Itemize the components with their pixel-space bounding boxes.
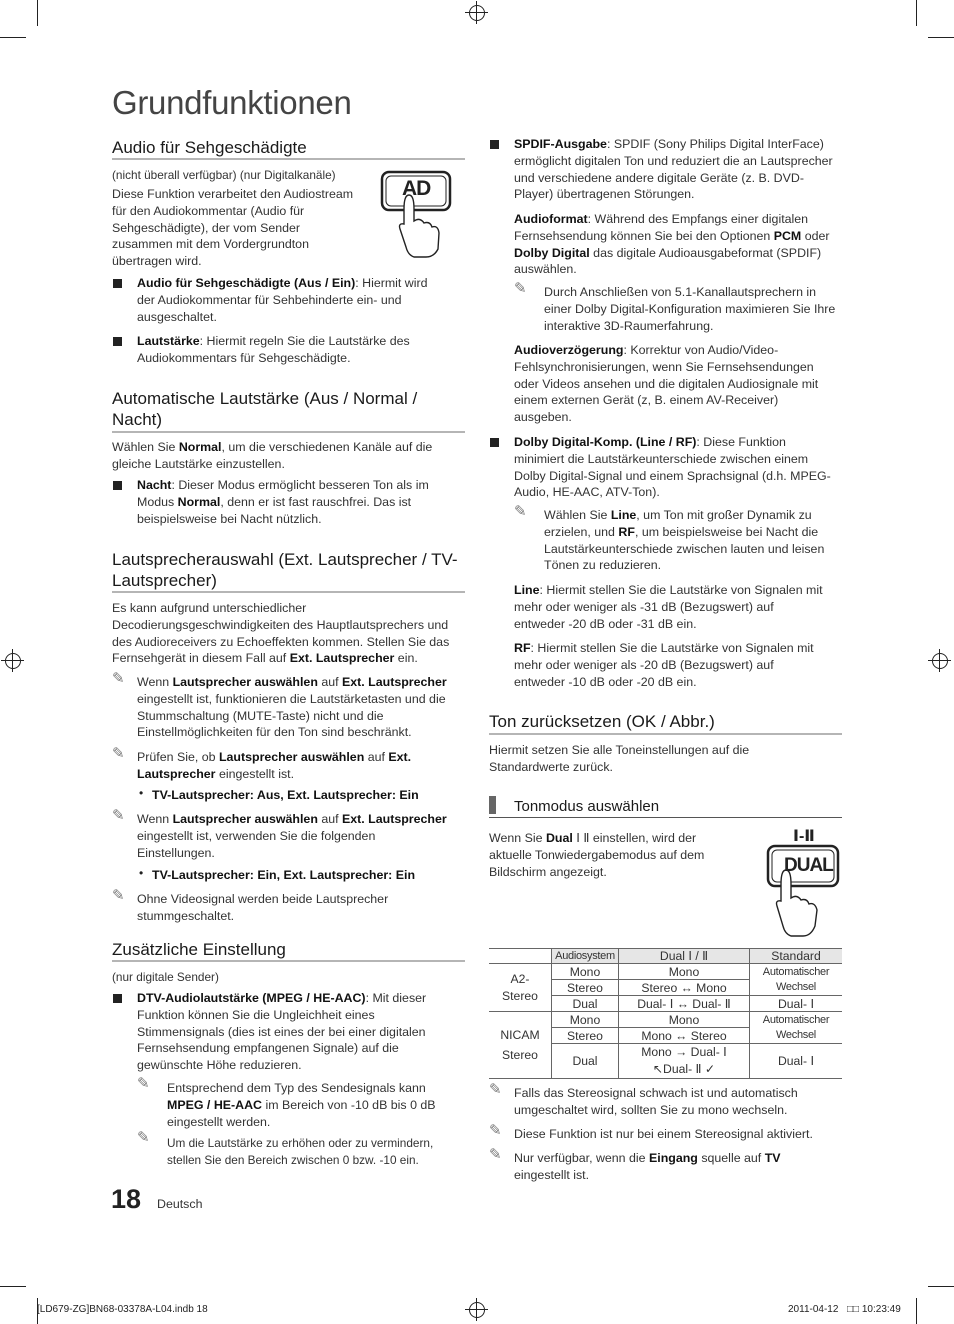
section-heading-reset: Ton zurücksetzen (OK / Abbr.) — [489, 712, 715, 731]
crop-mark — [0, 37, 26, 38]
note-pencil-icon: ✎ — [112, 806, 125, 824]
subsection-marker — [489, 796, 496, 814]
table-cell: Dual — [552, 1044, 619, 1079]
mode-note-3: Nur verfügbar, wenn die Eingang squelle auf TV eingestellt ist. — [514, 1151, 781, 1182]
table-cell: Wechsel — [750, 1028, 843, 1044]
speaker-note-4: Ohne Videosignal werden beide Lautsprecher stummgeschaltet. — [137, 892, 389, 923]
table-header: Audiosystem — [552, 949, 619, 964]
crop-mark — [916, 1298, 917, 1324]
bullet-dolby: Dolby Digital-Komp. (Line / RF): Diese Funktion minimiert die Lautstärkeunterschiede zwischen einem Dolby Digital-Signal und einem Sprachsignal (d.h. MPEG-Audio, HE-AAC, ATV-Ton). — [514, 435, 831, 500]
bullet-dtv-volume: DTV-Audiolautstärke (MPEG / HE-AAC): Mit dieser Funktion können Sie die Ungleichheit eines Stimmensignals (dies ist eines der bei einer digitalen Fernsehsendung empfangenen Signale) auf die gewünschte Höhe reduzieren. — [137, 991, 427, 1073]
crop-mark — [928, 37, 954, 38]
note-pencil-icon: ✎ — [112, 886, 125, 904]
table-cell: Dual- Ⅰ — [750, 996, 843, 1012]
speaker-note-3: Wenn Lautsprecher auswählen auf Ext. Lautsprecher eingestellt ist, verwenden Sie die folgenden Einstellungen. — [137, 812, 447, 860]
note-pencil-icon: ✎ — [489, 1121, 502, 1139]
table-row — [489, 964, 842, 980]
table-header-row — [489, 949, 842, 964]
note-pencil-icon: ✎ — [137, 1074, 150, 1092]
availability-note: (nicht überall verfügbar) (nur Digitalkanäle) — [112, 168, 336, 182]
audio-delay-text: Audioverzögerung: Korrektur von Audio/Video-Fehlsynchronisierungen, wenn Sie Fernsehsendungen oder Videos ansehen und die digitalen Audiosignale mit einem externen Gerät (z, B. einem AV-Receiver) ausgeben. — [514, 343, 819, 425]
table-cell: Wechsel — [750, 980, 843, 996]
table-cell: Mono — [552, 1012, 619, 1028]
bullet-square — [113, 994, 122, 1003]
mode-note-2: Diese Funktion ist nur bei einem Stereosignal aktiviert. — [514, 1127, 813, 1141]
table-cell: Stereo — [552, 1028, 619, 1044]
note-pencil-icon: ✎ — [112, 669, 125, 687]
crop-mark — [0, 1286, 26, 1287]
dual-button-illustration — [765, 826, 841, 938]
section-rule — [112, 591, 465, 593]
dolby-rf-text: RF: Hiermit stellen Sie die Lautstärke von Signalen mit mehr oder weniger als -20 dB (Bezugswert) auf entweder -10 dB oder -20 dB ein. — [514, 641, 814, 689]
section-rule — [112, 431, 465, 433]
page-language: Deutsch — [157, 1197, 203, 1211]
table-cell: Mono — [619, 1012, 750, 1028]
note-pencil-icon: ✎ — [137, 1128, 150, 1146]
speaker-intro: Es kann aufgrund unterschiedlicher Decodierungsgeschwindigkeiten des Hauptlautsprechers und des Audioreceivers zu Echoeffekten kommen. Stellen Sie das Fernsehgerät in diesem Fall auf Ext. Lautsprecher ein. — [112, 601, 450, 666]
table-cell: Stereo ↔ Mono — [619, 980, 750, 996]
ad-button-label: AD — [402, 177, 431, 200]
footer-file-info: [LD679-ZG]BN68-03378A-L04.indb 18 — [37, 1304, 208, 1315]
registration-mark — [5, 653, 21, 669]
section-heading-speaker: Lautsprecherauswahl (Ext. Lautsprecher / TV-Lautsprecher) — [112, 550, 458, 590]
bullet-night: Nacht: Dieser Modus ermöglicht besseren Ton als im Modus Normal, denn er ist fast rauschfrei. Das ist beispielsweise bei Nacht nützlich. — [137, 478, 429, 526]
speaker-note-1: Wenn Lautsprecher auswählen auf Ext. Lautsprecher eingestellt ist, funktionieren die Lautstärketasten und die Stummschaltung (MUTE-Taste) nicht und die Einstellmöglichkeiten für den Ton sind beschränkt. — [137, 675, 447, 740]
page-title: Grundfunktionen — [112, 84, 352, 121]
footer-date: 2011-04-12 — [788, 1304, 839, 1315]
note-pencil-icon: ✎ — [489, 1145, 502, 1163]
page-number: 18 — [111, 1184, 142, 1214]
speaker-note-2: Prüfen Sie, ob Lautsprecher auswählen auf Ext. Lautsprecher eingestellt ist. — [137, 750, 412, 781]
digital-only-note: (nur digitale Sender) — [112, 970, 219, 984]
registration-mark — [469, 1302, 485, 1318]
section-heading-auto-volume: Automatische Lautstärke (Aus / Normal / Nacht) — [112, 389, 418, 429]
auto-volume-intro: Wählen Sie Normal, um die verschiedenen Kanäle auf die gleiche Lautstärke einzustellen. — [112, 440, 433, 471]
table-header: Standard — [750, 949, 843, 964]
bullet-square — [113, 279, 122, 288]
registration-mark — [932, 653, 948, 669]
audio-format-text: Audioformat: Während des Empfangs einer digitalen Fernsehsendung können Sie bei den Optionen PCM oder Dolby Digital das digitale Audioausgabeformat (SPDIF) auswählen. — [514, 212, 830, 277]
section-rule — [112, 960, 465, 962]
bullet-dot: • — [139, 866, 144, 880]
bullet-square — [113, 337, 122, 346]
dual-button-label: DUAL — [784, 855, 833, 876]
table-cell: Dual- Ⅰ — [750, 1044, 843, 1079]
extra-note-2: Um die Lautstärke zu erhöhen oder zu vermindern, stellen Sie den Bereich zwischen 0 bzw. -10 ein. — [167, 1136, 434, 1167]
note-pencil-icon: ✎ — [489, 1080, 502, 1098]
table-cell: Automatischer — [750, 1012, 843, 1028]
table-cell: A2- Stereo — [489, 964, 552, 1012]
audio-format-note: Durch Anschließen von 5.1-Kanallautsprechern in einer Dolby Digital-Konfiguration maximieren Sie Ihre interaktive 3D-Raumerfahrung. — [544, 285, 836, 333]
ad-button-illustration — [378, 169, 454, 259]
registration-mark — [469, 5, 485, 21]
mode-note-1: Falls das Stereosignal schwach ist und automatisch umgeschaltet wird, sollten Sie zu mono wechseln. — [514, 1086, 798, 1117]
table-cell: Mono — [619, 964, 750, 980]
note-pencil-icon: ✎ — [514, 502, 527, 520]
footer-time: □□ 10:23:49 — [847, 1304, 901, 1315]
bullet-dot: • — [139, 786, 144, 800]
note-pencil-icon: ✎ — [112, 744, 125, 762]
dual-button-top-label: Ⅰ-Ⅱ — [793, 828, 815, 845]
bullet-ad-on-off: Audio für Sehgeschädigte (Aus / Ein): Hiermit wird der Audiokommentar für Sehbehinderte ein- und ausgeschaltet. — [137, 276, 428, 324]
sound-mode-table — [489, 948, 842, 1079]
crop-mark — [916, 0, 917, 26]
note-pencil-icon: ✎ — [514, 279, 527, 297]
table-cell: Dual- Ⅰ ↔ Dual- Ⅱ — [619, 996, 750, 1012]
table-cell: Dual — [552, 996, 619, 1012]
mode-intro: Wenn Sie Dual Ⅰ Ⅱ einstellen, wird der aktuelle Tonwiedergabemodus auf dem Bildschirm angezeigt. — [489, 831, 705, 879]
section-heading-audio: Audio für Sehgeschädigte — [112, 138, 307, 157]
dolby-note: Wählen Sie Line, um Ton mit großer Dynamik zu erzielen, und RF, um beispielsweise bei Nacht die Lautstärkeunterschiede zwischen lauten und leisen Tönen zu reduzieren. — [544, 508, 825, 573]
bullet-square — [490, 140, 499, 149]
table-cell: Mono → Dual- Ⅰ ↖Dual- Ⅱ ✓ — [619, 1044, 750, 1079]
table-header: Dual Ⅰ / Ⅱ — [619, 949, 750, 964]
extra-note-1: Entsprechend dem Typ des Sendesignals kann MPEG / HE-AAC im Bereich von -10 dB bis 0 dB eingestellt werden. — [167, 1081, 436, 1129]
table-cell: Mono ↔ Stereo — [619, 1028, 750, 1044]
audio-intro: Diese Funktion verarbeitet den Audiostream für den Audiokommentar (Audio für Sehgeschädigte), der vom Sender zusammen mit dem Vordergrundton übertragen wird. — [112, 187, 354, 269]
bullet-volume: Lautstärke: Hiermit regeln Sie die Lautstärke des Audiokommentars für Sehgeschädigte. — [137, 334, 410, 365]
reset-text: Hiermit setzen Sie alle Toneinstellungen auf die Standardwerte zurück. — [489, 743, 750, 774]
dolby-line-text: Line: Hiermit stellen Sie die Lautstärke von Signalen mit mehr oder weniger als -31 dB (Bezugswert) auf entweder -20 dB oder -31 dB ein. — [514, 583, 823, 631]
speaker-setting-2: TV-Lautsprecher: Ein, Ext. Lautsprecher: Ein — [152, 868, 416, 882]
bullet-square — [113, 481, 122, 490]
bullet-spdif: SPDIF-Ausgabe: SPDIF (Sony Philips Digital InterFace) ermöglicht digitalen Ton und reduziert die an Lautsprecher und verschiedene andere digitale Geräte (z. B. DVD-Player) übertragenen Störungen. — [514, 137, 833, 202]
crop-mark — [928, 1286, 954, 1287]
table-row — [489, 1012, 842, 1028]
table-cell: Automatischer — [750, 964, 843, 980]
table-cell: NICAM Stereo — [489, 1012, 552, 1079]
subsection-rule — [489, 817, 842, 818]
subsection-heading-mode: Tonmodus auswählen — [514, 798, 660, 815]
bullet-square — [490, 438, 499, 447]
table-cell: Mono — [552, 964, 619, 980]
crop-mark — [37, 0, 38, 26]
section-heading-extra: Zusätzliche Einstellung — [112, 940, 286, 959]
section-rule — [489, 733, 842, 735]
table-cell: Stereo — [552, 980, 619, 996]
speaker-setting-1: TV-Lautsprecher: Aus, Ext. Lautsprecher: Ein — [152, 788, 419, 802]
section-rule — [112, 158, 465, 160]
